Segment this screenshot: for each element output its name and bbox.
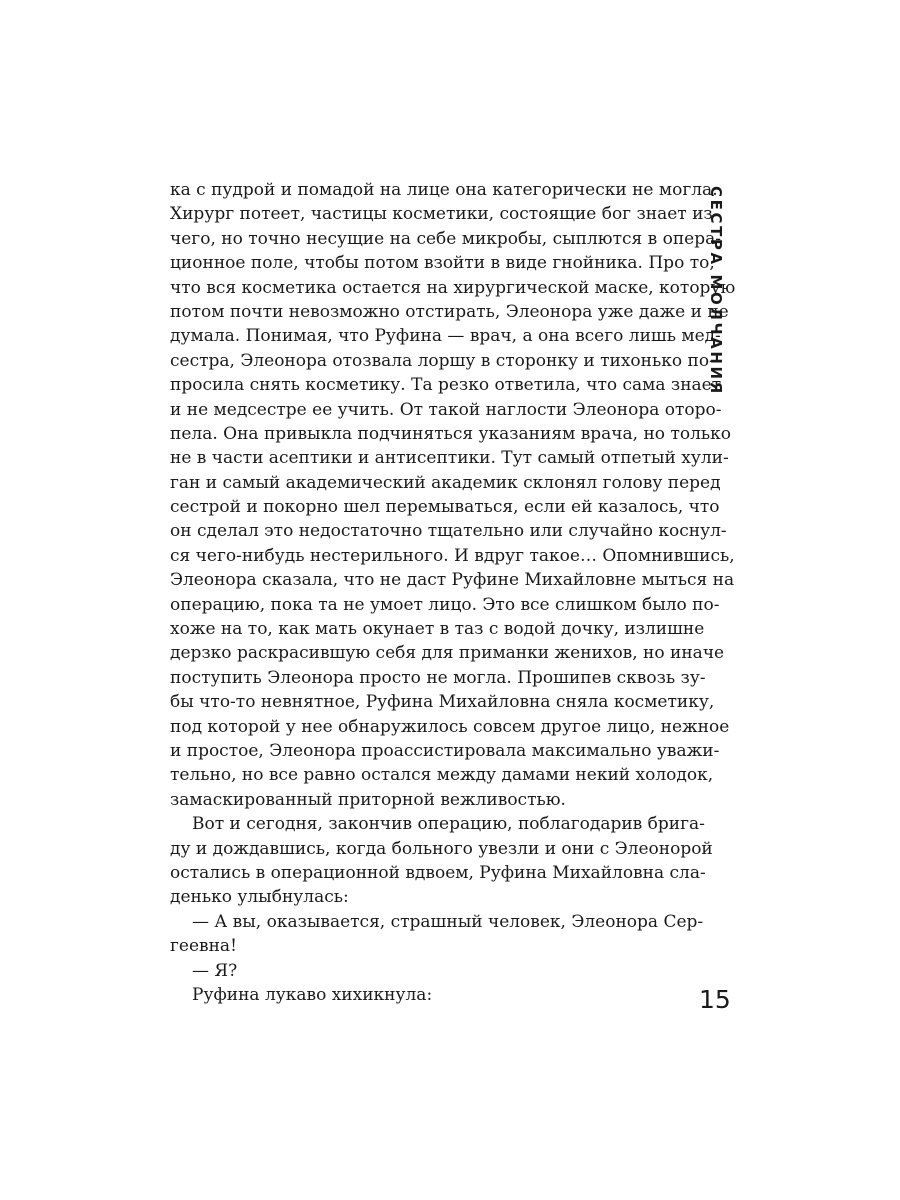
text-line: пела. Она привыкла подчиняться указаниям врача, но только xyxy=(170,423,731,444)
text-line: что вся косметика остается на хирургической маске, которую xyxy=(170,277,736,298)
text-line: сестрой и покорно шел перемываться, если ей казалось, что xyxy=(170,497,720,518)
text-line: и простое, Элеонора проассистировала максимально уважи- xyxy=(170,740,720,761)
text-line: поступить Элеонора просто не могла. Прошипев сквозь зу- xyxy=(170,667,706,688)
running-head-title: СЕСТРА МОЛЧАНИЯ xyxy=(707,186,725,396)
text-line: думала. Понимая, что Руфина — врач, а она всего лишь мед- xyxy=(170,326,721,347)
text-line: Руфина лукаво хихикнула: xyxy=(192,984,433,1005)
text-line: ка с пудрой и помадой на лице она категорически не могла. xyxy=(170,180,718,200)
text-line: операцию, пока та не умоет лицо. Это все слишком было по- xyxy=(170,594,720,615)
text-line: просила снять косметику. Та резко ответила, что сама знает xyxy=(170,375,722,396)
text-line: геевна! xyxy=(170,936,237,957)
text-line: Хирург потеет, частицы косметики, состоящие бог знает из xyxy=(170,204,713,225)
text-line: Элеонора сказала, что не даст Руфине Михайловне мыться на xyxy=(170,570,735,591)
text-line: потом почти невозможно отстирать, Элеонора уже даже и не xyxy=(170,301,729,322)
text-line: — Я? xyxy=(192,960,238,981)
text-line: ган и самый академический академик склонял голову перед xyxy=(170,472,721,493)
text-line: Вот и сегодня, закончив операцию, поблагодарив брига- xyxy=(192,814,705,835)
text-line: бы что-то невнятное, Руфина Михайловна сняла косметику, xyxy=(170,692,715,713)
text-line: замаскированный приторной вежливостью. xyxy=(170,789,566,810)
text-line: ду и дождавшись, когда больного увезли и они с Элеонорой xyxy=(170,838,713,859)
text-line: не в части асептики и антисептики. Тут самый отпетый хули- xyxy=(170,448,729,469)
text-line: — А вы, оказывается, страшный человек, Элеонора Сер- xyxy=(192,911,704,932)
running-head xyxy=(707,186,737,398)
text-line: сестра, Элеонора отозвала лоршу в сторонку и тихонько по- xyxy=(170,350,715,371)
text-line: тельно, но все равно остался между дамами некий холодок, xyxy=(170,765,714,786)
text-line: хоже на то, как мать окунает в таз с водой дочку, излишне xyxy=(170,619,705,640)
text-line: чего, но точно несущие на себе микробы, сыплются в опера- xyxy=(170,228,721,249)
text-line: денько улыбнулась: xyxy=(170,887,349,908)
text-line: дерзко раскрасившую себя для приманки женихов, но иначе xyxy=(170,643,725,664)
text-line: и не медсестре ее учить. От такой наглости Элеонора оторо- xyxy=(170,399,722,420)
page-number: 15 xyxy=(699,985,731,1014)
text-line: ционное поле, чтобы потом взойти в виде гнойника. Про то, xyxy=(170,253,715,274)
text-line: ся чего-нибудь нестерильного. И вдруг такое… Опомнившись, xyxy=(170,545,735,566)
text-line: под которой у нее обнаружилось совсем другое лицо, нежное xyxy=(170,716,730,737)
text-line: остались в операционной вдвоем, Руфина Михайловна сла- xyxy=(170,862,706,883)
text-line: он сделал это недостаточно тщательно или случайно коснул- xyxy=(170,521,727,542)
